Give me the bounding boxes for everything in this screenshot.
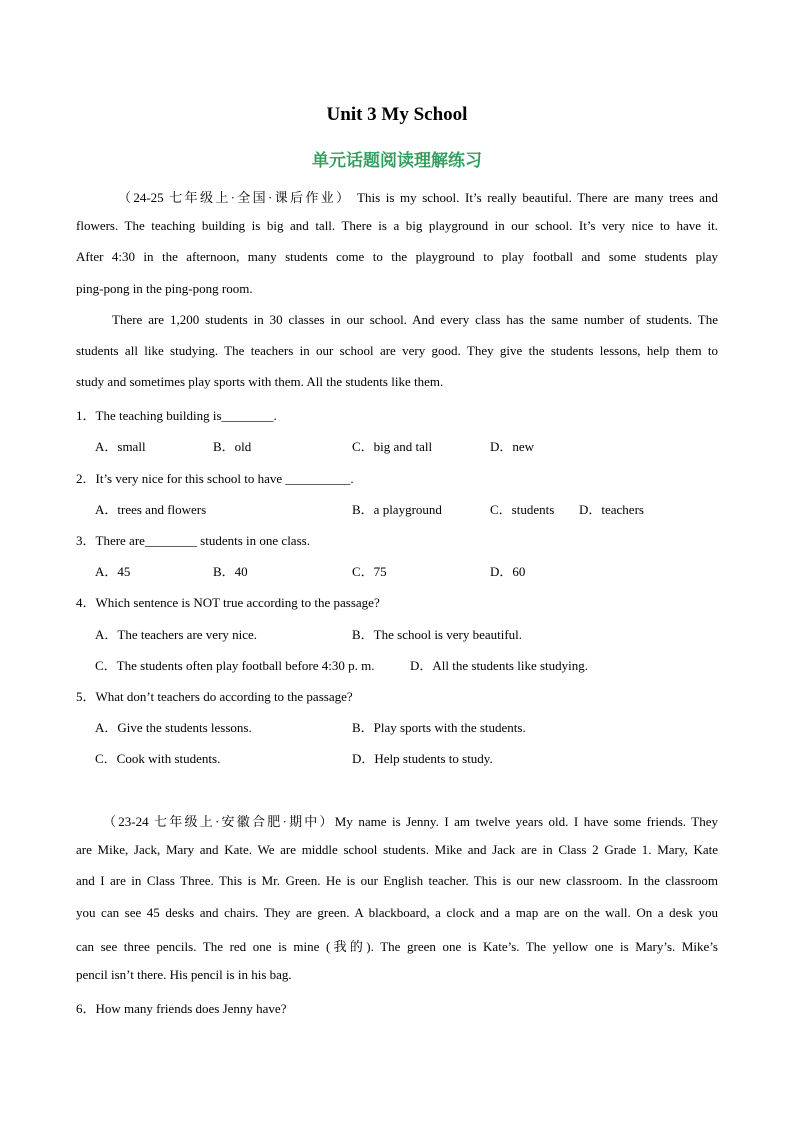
option-c: C．Cook with students. — [95, 751, 221, 766]
option-c: C．big and tall — [352, 439, 433, 454]
option-a: A．small — [95, 439, 146, 454]
option-a: A．The teachers are very nice. — [95, 627, 258, 642]
passage2-line: （23-24 七年级上·安徽合肥·期中）My name is Jenny. I am twelve years old. I have some friends. They — [103, 814, 718, 829]
option-b: B．old — [213, 439, 252, 454]
question-stem: 5．What don’t teachers do according to the passage? — [76, 689, 353, 704]
option-a: A．Give the students lessons. — [95, 720, 252, 735]
passage1-line: After 4:30 in the afternoon, many students come to the playground to play football and some students play — [76, 249, 718, 264]
option-b: B．Play sports with the students. — [352, 720, 526, 735]
option-d: D．Help students to study. — [352, 751, 493, 766]
question-stem: 4．Which sentence is NOT true according to the passage? — [76, 595, 380, 610]
option-d: D．60 — [490, 564, 526, 579]
option-a: A．trees and flowers — [95, 502, 207, 517]
passage2-line: are Mike, Jack, Mary and Kate. We are middle school students. Mike and Jack are in Class 2 Grade 1. Mary, Kate — [76, 842, 718, 857]
option-c: C．75 — [352, 564, 387, 579]
option-c: C．students — [490, 502, 555, 517]
option-d: D．teachers — [579, 502, 644, 517]
passage1-line: （24-25 七年级上·全国·课后作业） This is my school. It’s really beautiful. There are many trees and — [118, 190, 718, 205]
passage2-line: you can see 45 desks and chairs. They are green. A blackboard, a clock and a map are on the wall. On a desk you — [76, 905, 718, 920]
option-b: B．a playground — [352, 502, 442, 517]
passage2-line: can see three pencils. The red one is mine (我的). The green one is Kate’s. The yellow one is Mary’s. Mike’s — [76, 939, 718, 954]
passage1-line: students all like studying. The teachers in our school are very good. They give the students lessons, help them to — [76, 343, 718, 358]
passage1-line: study and sometimes play sports with them. All the students like them. — [76, 374, 444, 389]
page-subtitle: 单元话题阅读理解练习 — [312, 151, 482, 171]
page-title: Unit 3 My School — [326, 104, 468, 125]
option-a: A．45 — [95, 564, 131, 579]
option-c: C．The students often play football before 4:30 p. m. — [95, 658, 375, 673]
question-stem: 2．It’s very nice for this school to have __________. — [76, 471, 354, 486]
option-b: B．40 — [213, 564, 248, 579]
passage1-line: flowers. The teaching building is big and tall. There is a big playground in our school. It’s very nice to have it. — [76, 218, 718, 233]
passage1-line: ping-pong in the ping-pong room. — [76, 281, 253, 296]
question-stem: 3．There are________ students in one class. — [76, 533, 310, 548]
option-b: B．The school is very beautiful. — [352, 627, 523, 642]
question-stem: 6．How many friends does Jenny have? — [76, 1001, 287, 1016]
passage2-line: and I are in Class Three. This is Mr. Green. He is our English teacher. This is our new classroom. In the classroom — [76, 873, 718, 888]
passage1-line: There are 1,200 students in 30 classes in our school. And every class has the same number of students. The — [112, 312, 718, 327]
passage2-line: pencil isn’t there. His pencil is in his bag. — [76, 967, 292, 982]
option-d: D．All the students like studying. — [410, 658, 589, 673]
question-stem: 1．The teaching building is________. — [76, 408, 277, 423]
option-d: D．new — [490, 439, 535, 454]
